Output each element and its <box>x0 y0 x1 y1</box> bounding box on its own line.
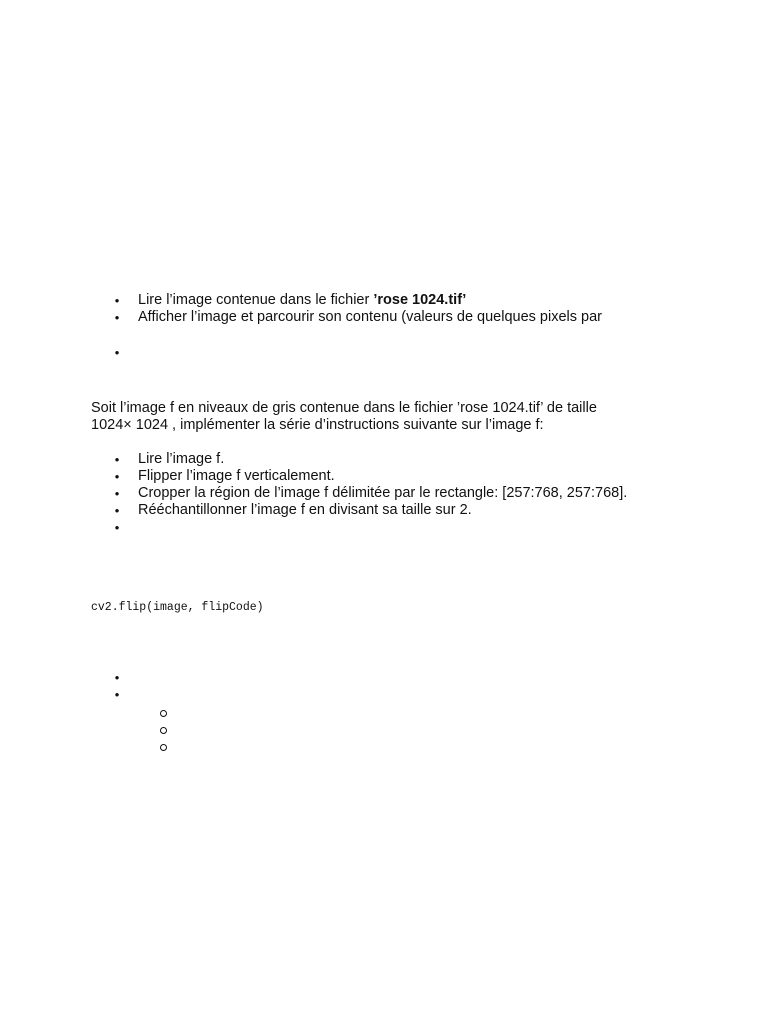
list-item <box>0 451 627 468</box>
bullet-icon: • <box>114 486 120 501</box>
circle-bullet-icon <box>160 744 167 751</box>
empty-bullet-list <box>0 669 138 703</box>
list-item-text: Cropper la région de l’image f délimitée par le rectangle: [257:768, 257:768]. <box>138 485 628 501</box>
list-item <box>0 669 138 686</box>
bullet-icon: • <box>114 687 120 702</box>
list-item <box>0 485 627 502</box>
list-item-text: Rééchantillonner l’image f en divisant sa taille sur 2. <box>138 502 472 518</box>
circle-bullet-icon <box>160 727 167 734</box>
list-item <box>0 309 602 326</box>
bullet-icon: • <box>114 452 120 467</box>
file-name: ’rose 1024.tif’ <box>373 292 467 308</box>
bullet-icon: • <box>114 469 120 484</box>
list-item-text: Lire l’image f. <box>138 451 225 467</box>
list-item <box>0 686 138 703</box>
list-item-text: Lire l’image contenue dans le fichier <box>138 292 374 308</box>
paragraph-line: 1024× 1024 , implémenter la série d’instructions suivante sur l’image f: <box>91 417 544 433</box>
code-snippet: cv2.flip(image, flipCode) <box>91 601 264 614</box>
instructions-paragraph <box>91 400 691 434</box>
bullet-icon: • <box>114 503 120 518</box>
paragraph-line: Soit l’image f en niveaux de gris contenue dans le fichier ’rose 1024.tif’ de taille <box>91 400 597 416</box>
bullet-icon: • <box>114 293 120 308</box>
list-item <box>0 502 627 519</box>
list-item <box>0 344 138 361</box>
bullet-icon: • <box>114 345 120 360</box>
list-item <box>0 519 627 536</box>
list-item <box>0 468 627 485</box>
circle-bullet-icon <box>160 710 167 717</box>
intro-task-list-empty <box>0 344 138 361</box>
instruction-list <box>0 451 627 536</box>
intro-task-list <box>0 292 602 326</box>
bullet-icon: • <box>114 520 120 535</box>
list-item-text: Afficher l’image et parcourir son contenu (valeurs de quelques pixels par <box>138 309 602 325</box>
list-item <box>0 292 602 309</box>
bullet-icon: • <box>114 310 120 325</box>
list-item-text: Flipper l’image f verticalement. <box>138 468 335 484</box>
bullet-icon: • <box>114 670 120 685</box>
